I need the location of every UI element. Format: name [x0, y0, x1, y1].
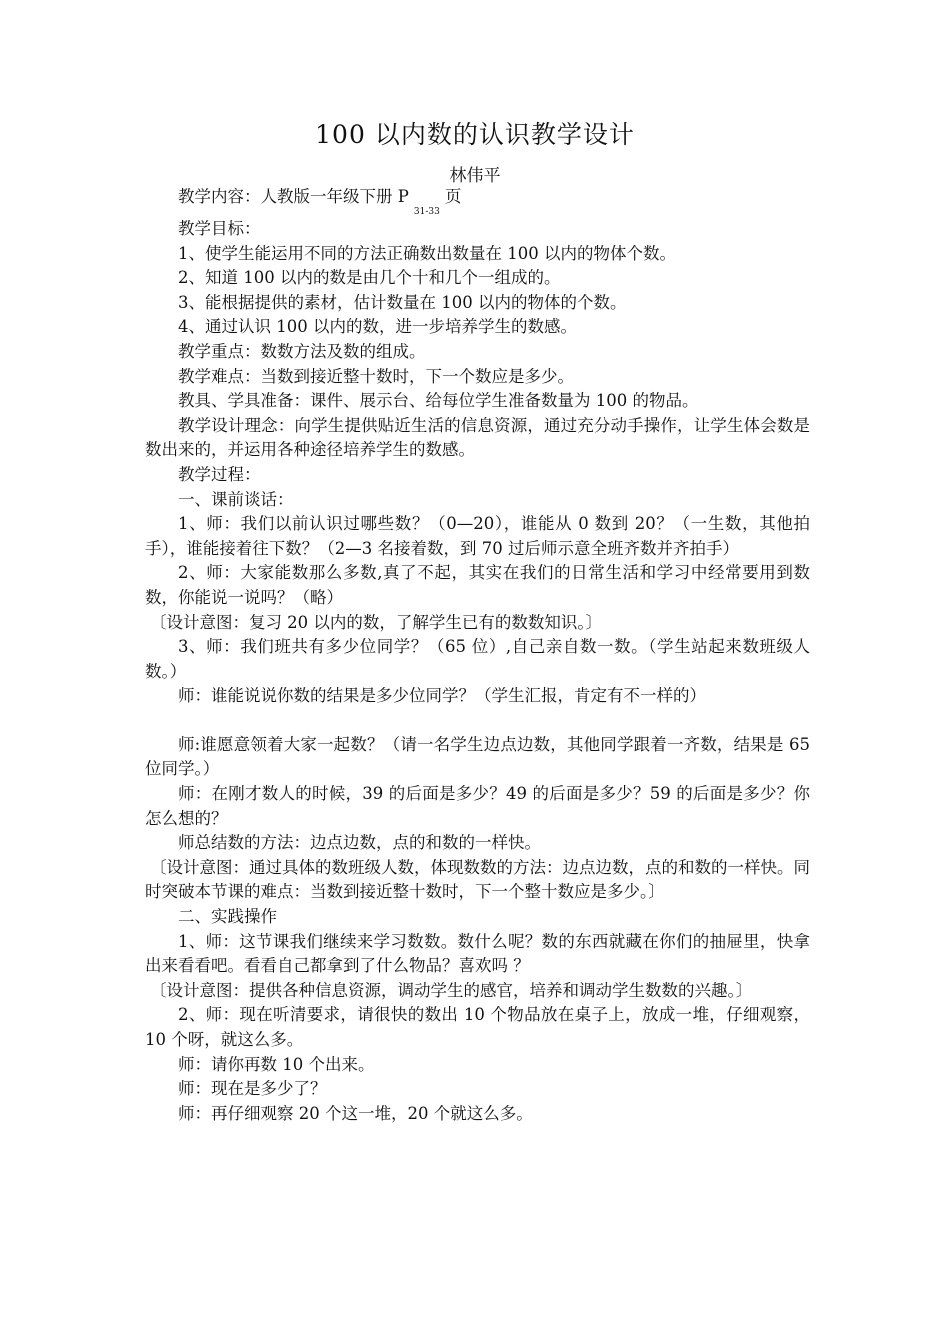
paragraph: 师:谁愿意领着大家一起数？（请一名学生边点边数，其他同学跟着一齐数，结果是 65 位同学。） [145, 734, 810, 779]
section-heading: 一、课前谈话： [178, 489, 294, 509]
paragraph: 1、使学生能运用不同的方法正确数出数量在 100 以内的物体个数。 [178, 243, 676, 263]
document-title: 100 以内数的认识教学设计 [315, 120, 635, 149]
content-label: 教学内容：人教版一年级下册 P [178, 187, 409, 206]
paragraph: 教学目标： [178, 219, 261, 238]
paragraph: 1、师：我们以前认识过哪些数？（0—20），谁能从 0 数到 20？（一生数，其他拍手），谁能接着往下数？（2—3 名接着数，到 70 过后师示意全班齐数并齐拍手） [145, 514, 810, 558]
paragraph: 3、能根据提供的素材，估计数量在 100 以内的物体的个数。 [178, 292, 627, 312]
paragraph: 师总结数的方法：边点边数，点的和数的一样快。 [178, 833, 541, 853]
paragraph: 2、师：现在听清要求，请很快的数出 10 个物品放在桌子上，放成一堆，仔细观察，10 个呀，就这么多。 [145, 1005, 810, 1049]
paragraph: 师：再仔细观察 20 个这一堆，20 个就这么多。 [178, 1103, 533, 1123]
document-body [145, 185, 810, 1126]
paragraph: 师：请你再数 10 个出来。 [178, 1054, 375, 1074]
paragraph: 教学设计理念：向学生提供贴近生活的信息资源，通过充分动手操作，让学生体会数是数出来的，并运用各种途径培养学生的数感。 [145, 415, 810, 460]
paragraph: 2、知道 100 以内的数是由几个十和几个一组成的。 [178, 268, 561, 288]
design-intent: 〔设计意图：提供各种信息资源，调动学生的感官，培养和调动学生数数的兴趣。〕 [149, 980, 753, 1000]
design-intent: 〔设计意图：通过具体的数班级人数，体现数数的方法：边点边数，点的和数的一样快。同时突破本节课的难点：当数到接近整十数时，下一个整十数应是多少。〕 [145, 857, 810, 902]
paragraph: 师：谁能说说你数的结果是多少位同学？（学生汇报，肯定有不一样的） [178, 686, 706, 706]
content-suffix: 页 [444, 187, 462, 206]
paragraph: 教学过程： [178, 464, 261, 484]
paragraph: 师：在刚才数人的时候，39 的后面是多少？49 的后面是多少？59 的后面是多少？你怎么想的？ [145, 784, 810, 828]
paragraph: 3、师：我们班共有多少位同学？（65 位）,自己亲自数一数。（学生站起来数班级人数。） [145, 637, 810, 681]
design-intent: 〔设计意图：复习 20 以内的数，了解学生已有的数数知识。〕 [149, 612, 603, 632]
paragraph: 4、通过认识 100 以内的数，进一步培养学生的数感。 [178, 317, 577, 337]
author-name: 林伟平 [449, 166, 501, 186]
paragraph: 师：现在是多少了？ [178, 1079, 327, 1099]
section-heading: 二、实践操作 [178, 907, 277, 927]
teaching-content [145, 185, 810, 217]
paragraph: 教学难点：当数到接近整十数时，下一个数应是多少。 [178, 366, 574, 386]
content-pages: 31-33 [413, 207, 440, 217]
paragraph: 教学重点：数数方法及数的组成。 [178, 341, 426, 361]
paragraph: 2、师：大家能数那么多数,真了不起，其实在我们的日常生活和学习中经常要用到数数，你能说一说吗？（略） [145, 563, 810, 607]
paragraph: 教具、学具准备：课件、展示台、给每位学生准备数量为 100 的物品。 [178, 391, 699, 411]
paragraph: 1、师：这节课我们继续来学习数数。数什么呢？数的东西就藏在你们的抽屉里，快拿出来看看吧。看看自己都拿到了什么物品？喜欢吗 ？ [145, 931, 810, 976]
